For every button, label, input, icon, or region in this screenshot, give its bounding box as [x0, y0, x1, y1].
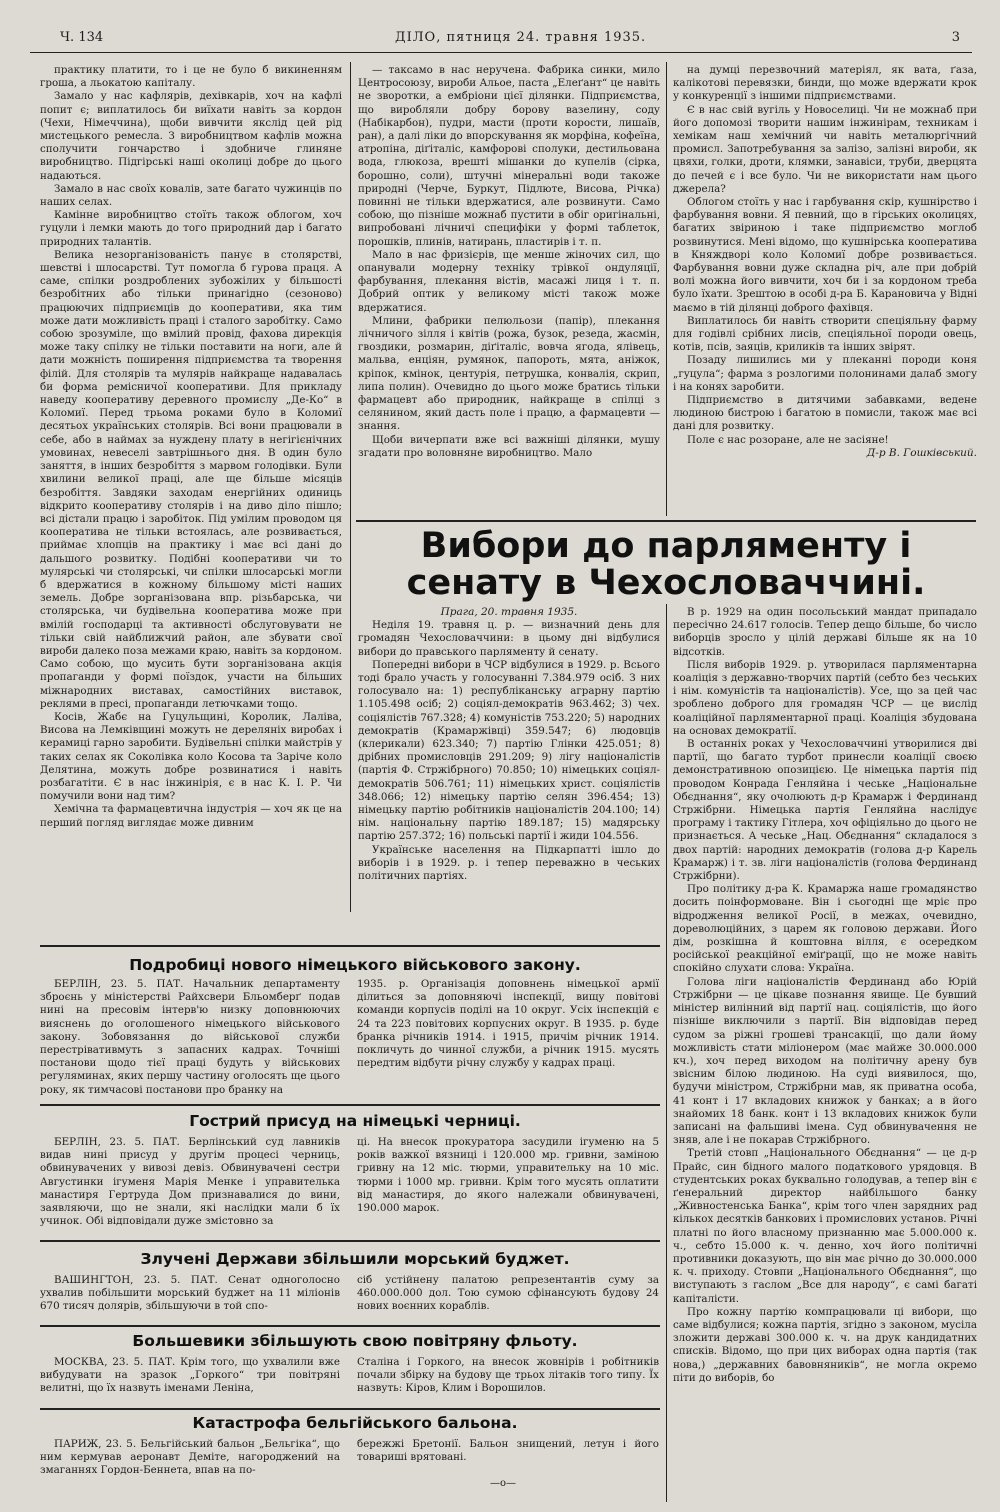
paragraph: Попередні вибори в ЧСР відбулися в 1929. р. Всього тоді брало участь у голосуванні 7.384.979 осіб. З них голосувало на: 1) республіканську аграрну партію 1.105.498 осіб; 2) соціял-демократів 963.462; 3) чех. соціялістів 767.328; 4) комуністів 753.220; 5) народних демократів (Крамаржівці) 359.547; 6) людовців (клерикали) 623.340; 7) партію Глінки 425.051; 8) дрібних промисловців 291.209; 9) лігу націоналістів (партія Ф. Стржібрного) 70.850; 10) німецьких соціял-демократів 506.761; 11) німецьких христ. соціялістів 348.066; 12) німецьку партію селян 396.454; 13) німецьку партію робітників націоналістів 204.100; 14) нім. національну партію 189.187; 15) мадярську партію 257.372; 16) польські партії і жиди 104.556. [358, 658, 660, 843]
section-rule [356, 520, 976, 522]
paragraph: Замало в нас своїх ковалів, зате багато чужинців по наших селах. [40, 182, 342, 209]
paragraph: БЕРЛІН, 23. 5. ПАТ. Берлінський суд лавників видав нині присуд у другім процесі черниць, обвинувачених у вивозі девіз. Обвинувачені сестри Августинки ігуменя Марія Менке і управителька манастиря Гертруда Дом признавалися до вини, заявляючи, що не знали, які наслідки мали б їх учинок. Обі відповідали дуже змістовно за [40, 1136, 340, 1228]
article-text [357, 1136, 659, 1232]
main-article-column-b [673, 606, 977, 1502]
paragraph: Облогом стоїть у нас і гарбування скір, кушнірство і фарбування вовни. Я певний, що в гірських околицях, багатих звіриною і таке підприємство моглоб розвинутися. Мені відомо, що кушнірська кооператива в Княждворі коло Коломиї добре розвивається. Фарбування вовни дуже складна річ, але при добрій волі можна його вивчити, хоч би і за кордоном треба було їхати. Зрештою в особі д-ра Б. Карановича у Відні маємо в тій ділянці доброго фахівця. [673, 196, 977, 314]
paragraph: Сталіна і Горкого, на внесок жовнірів і робітників почали збірку на будову ще трьох літаків того типу. Їх назвуть: Кіров, Клим і Ворошилов. [357, 1356, 659, 1395]
article-text [40, 978, 340, 1096]
dateline: Прага, 20. травня 1935. [440, 606, 578, 618]
paragraph: Голова ліги націоналістів Фердинанд або Юрій Стржібрни — це цікаве познання явище. Це бувший міністер вилінний від партії нац. соціялістів, що його пізніше виключили з партії. Він відповідав перед судом за ріжні грошеві трансакції, що дали йому можливість стати міліонером (має майже 30.000.000 кч.), хоч перед виходом на політичну арену був звісним білою людиною. На суді виявилося, що, будучи міністром, Стржібрни мав, як приватна особа, 41 конт і 17 вкладових книжок у банках; а в його знайомих 18 банк. конт і 13 вкладових книжок були записані на фальшиві імена. Суд обвинувачення не зняв, але і не покарав Стржібрного. [673, 975, 977, 1147]
column-3 [673, 64, 977, 516]
paragraph: Українське населення на Підкарпатті ішло до виборів і в 1929. р. і тепер переважно в чеських політичних партіях. [358, 843, 660, 883]
paragraph: — таксамо в нас неручена. Фабрика синки, мило Центросоюзу, вироби Альое, паста „Елеґант“ це навіть не зворотки, а ембріони цієї ділянки. Підприємства, що виробляли добру борову вазелину, соду (Набікарбон), пудри, масти (проти корости, лишаїв, ран), а далі ліки до впорскування як морфіна, кофеїна, атропіна, діґіталіс, камфорові сполуки, дестильована вода, глюкоза, врешті мішанки до купелів (сірка, борошно, соли), штучні мінеральні води такоже природні (Черче, Буркут, Підлюте, Висова, Річка) повинні не тільки вдержатися, але розвинути. Само собою, що пізніше можнаб пустити в обіг оригінальні, випробовані лічничі специфіки у формі таблеток, порошків, плинів, натирань, пластирів і т. п. [358, 64, 660, 248]
paragraph: Замало у нас кафлярів, дехівкарів, хоч на кафлі попит є; виплатилось би виїхати навіть за кордон (Чехи, Німеччина), щоби вивчити якслід цей рід мистецького ремесла. З виробництвом кафлів можна сполучити гончарство і здобниче глиняне виробництво. Підгірські наші околиці добре до цього надаються. [40, 90, 342, 182]
page-number: 3 [951, 30, 960, 45]
column-1 [40, 64, 342, 908]
paragraph: 1935. р. Організація доповнень німецької армії ділиться за доповняючі інспекції, вищу повітові команди корпусів поділі на 10 округ. Усіх інспекцій є 24 та 223 повітових корпусних округ. В 1935. р. буде бранка річників 1914. і 1915, причім річник 1914. покличуть до чинної служби, а річник 1915. мусять передтим відбути річну службу у кадрах праці. [357, 978, 659, 1070]
paragraph: ці. На внесок прокуратора засудили ігуменю на 5 років важкої вязниці і 120.000 мр. гривни, заміною гривну на 12 міс. тюрми, управительку на 10 міс. тюрми і 1000 мр. гривни. Крім того мусять оплатити від манастиря, до якого належали обвинувачені, 190.000 марок. [357, 1136, 659, 1215]
paragraph: Після виборів 1929. р. утворилася парляментарна коаліція з державно-творчих партій (себто без чеських і нім. комуністів та націоналістів). Усе, що за цей час зроблено доброго для громадян ЧСР — це вислід коаліційної парляментарної праці. Коаліція збудована на основах демократії. [673, 658, 977, 737]
paragraph: бережжі Бретонії. Бальон знищений, летун і його товариші врятовані. [357, 1438, 659, 1464]
article-text [40, 1136, 340, 1232]
paragraph: на думці перезвочний матеріял, як вата, ґаза, калікотові перевязки, бинди, що може вдержати крок у конкуренції з іншими підприємствами. [673, 64, 977, 103]
paragraph: Камінне виробництво стоїть також облогом, хоч гуцули і лемки мають до того природний дар і багато природних талантів. [40, 209, 342, 248]
article-text [40, 1438, 340, 1486]
paragraph: сіб устійнену палатою репрезентантів суму за 460.000.000 дол. Тою сумою сфінансують будову 24 нових воєнних кораблів. [357, 1274, 659, 1313]
section-rule [40, 1325, 660, 1327]
section-rule [40, 945, 660, 947]
main-article-column-a [358, 606, 660, 918]
article-text [357, 978, 659, 1096]
paragraph: Косів, Жабє на Гуцульщині, Королик, Лаліва, Висова на Лемківщині можуть не дереляніх виробах і керамиці гарно заробити. Будівельні спілки майстрів у таких селах як Соколівка коло Косова та Заріче коло Делятина, можуть добре розвинатися і навіть розбагатіти. Є в нас інжинірія, є в нас К. І. Р. Чи помучили вони над тим? [40, 710, 342, 803]
article-headline: Гострий присуд на німецькі черниці. [189, 1112, 521, 1130]
column-divider [666, 62, 667, 516]
article-text [40, 1356, 340, 1404]
paragraph: Є в нас свій вугіль у Новоселиці. Чи не можнаб при його допомозі творити нашим інжинірам, техникам і хемікам наш хемічний чи навіть металюргічний промисл. Запотребування за залізо, залізні вироби, як цвяхи, голки, дроти, клямки, занавіси, труби, дверцята до печей є і все було. Чи не використати нам цього джерела? [673, 103, 977, 195]
issue-number: Ч. 134 [60, 30, 104, 45]
header-rule [30, 52, 972, 53]
main-headline: Вибори до парляменту і сенату в Чехословаччині. [406, 526, 926, 603]
paragraph: ПАРИЖ, 23. 5. Бельгійський бальон „Бельгіка“, що ним кермував аеронавт Деміте, нагороджений на змаганнях Гордон-Беннета, впав на по- [40, 1438, 340, 1477]
page-header [60, 30, 960, 52]
paragraph: Третій стовп „Національного Обєднання“ — це д-р Прайс, син бідного малого податкового урядовця. В студентських роках буквально голодував, а тепер він є ґенеральний директор найбільшого банку „Живностенська Банка“, крім того член зарядних рад кількох десятків банкових і промислових установ. Річні платні по його власному признанню має 5.000.000 к. ч., себто 15.000 к. ч. денно, хоч його політичні противники доказують, що він має річно до 30.000.000 к. ч. приходу. Стовпи „Національного Обєднання“, що виступають з гаслом „Все для народу“, є самі багаті капіталісти. [673, 1147, 977, 1305]
article-headline: Злучені Держави збільшили морський буджет. [140, 1250, 570, 1268]
paragraph: ВАШИНГТОН, 23. 5. ПАТ. Сенат одноголосно ухвалив побільшити морський буджет на 11 міліонів 670 тисяч долярів, збільшуючи в той спо- [40, 1274, 340, 1313]
column-divider [350, 62, 351, 912]
article-text [357, 1356, 659, 1404]
paragraph: В р. 1929 на один посольський мандат припадало пересічно 24.617 голосів. Тепер дещо більше, бо число виборців зросло у цілій державі більше як на 10 відсотків. [673, 606, 977, 658]
article-headline: Подробиці нового німецького військового закону. [129, 956, 581, 974]
section-rule [40, 1408, 660, 1410]
author-signature: Д-р В. Гошківський. [866, 446, 977, 459]
article-text [357, 1438, 659, 1472]
end-mark: —о— [490, 1478, 517, 1489]
paragraph: практику платити, то і це не було б викиненням гроша, а льокатою капіталу. [40, 64, 342, 90]
paragraph: Про політику д-ра К. Крамаржа наше громадянство досить поінформоване. Він і сьогодні ще мріє про відродження великої Росії, в межах, очевидно, дореволюційних, з царем як головою держави. Його дім, розкішна й коштовна вілля, є осередком російської реакційної еміґрації, що не може навіть спокійно слухати слова: Україна. [673, 883, 977, 975]
paragraph: БЕРЛІН, 23. 5. ПАТ. Начальник департаменту зброєнь у міністерстві Райхсвери Бльомберґ подав нині на пресовім інтерв'ю низку доповнюючих вияснень до оголошеного німецького військового закону. Зобовязання до військової служби перестрівативмуть з запасних кадрах. Точніші постанови щодо тієї праці будуть у військових регуляминах, яких першу частину оголосять ще цього року, як тимчасові постанови про бранку на [40, 978, 340, 1096]
paper-title-date: ДІЛО, пятниця 24. травня 1935. [395, 30, 647, 45]
paragraph: Про кожну партію компрацювали ці вибори, що саме відбулися; кожна партія, згідно з законом, мусіла зложити державі 300.000 к. ч. на друк кандидатних списків. Відомо, що при цих виборах одна партія (так нова,) „державних бавовняників“, не могла окремо піти до виборів, бо [673, 1305, 977, 1384]
paragraph: Млини, фабрики пелюльози (папір), плекання лічничого зілля і квітів (рожа, бузок, резеда, жасмін, гвоздики, розмарин, діґіталіс, вовча ягода, ялівець, мальва, енціян, румянок, папороть, мята, аніжок, кріпок, кмінок, центурія, петрушка, конвалія, скрип, липа полин). Очевидно до цього може братись тільки фармацевт або природник, найкраще в спілці з селянином, який дасть поле і працю, а фармацевти — знання. [358, 314, 660, 433]
article-headline: Большевики збільшують свою повітряну фльоту. [132, 1332, 578, 1350]
paragraph: Позаду лишились ми у плеканні породи коня „гуцула“; фарма з розлогими полонинами далаб змогу і на конях заробити. [673, 354, 977, 393]
paragraph: Щоби вичерпати вже всі важніші ділянки, мушу згадати про воловняне виробництво. Мало [358, 433, 660, 459]
paragraph: МОСКВА, 23. 5. ПАТ. Крім того, що ухвалили вже вибудувати на зразок „Горкого“ три повітряні велитні, що їх назвуть іменами Леніна, [40, 1356, 340, 1395]
section-rule [40, 1104, 660, 1106]
paragraph: Неділя 19. травня ц. р. — визначний день для громадян Чехословаччини: в цьому дні відбулися вибори до правського парляменту й сенату. [358, 619, 660, 658]
paragraph: Поле є нас розоране, але не засіяне! [687, 433, 889, 446]
article-text [40, 1274, 340, 1322]
article-headline: Катастрофа бельгійського бальона. [192, 1414, 518, 1432]
paragraph: Підприємство в дитячими забавками, ведене людиною бистрою і багатою в помисли, також має всі дані для розвитку. [673, 394, 977, 433]
column-2 [358, 64, 660, 516]
article-text [357, 1274, 659, 1322]
paragraph: В останніх роках у Чехословаччині утворилися дві партії, що багато турбот принесли коаліції своєю демонстративною опозицією. Це німецька партія під проводом Конрада Генляйна і чеське „Національне Обєднання“, яку очолюють д-р Крамарж і Фердинанд Стржібрни. Німецька партія Генляйна наслідує програму і тактику Гітлера, хоч офіціяльно до цього не признається. А чеське „Нац. Обєднання“ складалося з двох партій: народних демократів (голова д-р Карель Крамарж) і т. зв. ліги націоналістів (голова Фердинанд Стржібрни). [673, 738, 977, 883]
paragraph: Велика незорганізованість панує в столярстві, шевстві і шлосарстві. Тут помогла б гурова праця. А саме, спілки роздроблених зубожілих у більшості безробітних або тільки принагідно (сезоново) працюючих підприємців до кооперативи, яка тим може дати можливість праці і сталого заробітку. Само собою зрозуміле, що вмілий провід, фахова дирекція може таку спілку не тільки поставити на ноги, але й дати можність поширення підприємства та творення філій. Для столярів та мулярів найкраще надавалась би форма ремісничої кооперативи. Для прикладу наведу кооперативу деревного промислу „Де-Ко“ в Коломиї. Перед трьома роками було в Коломиї десятьох українських столярів. Всі вони працювали в себе, або в наймах за нуждену плату в негігієнічних умовинах, невеселі завтрішнього дня. В один було заняття, в інших безробіття з марвом голодівки. Були хвилини великої праці, але ще більше місяців безробіття. Завдяки заходам енергійних одиниць відкрито кооперативу столярів і на диво діло пішло; всі дістали працю і заробіток. Під умілим проводом ця кооператива не тільки встоялась, але розвивається, приймає хлопців на практику і має всі дані до дальшого розвитку. Подібні кооперативи чи то мулярські чи столярські, чи спілки шлосарські могли б вдержатися в кожному більшому місті наших земель. Добре зорганізована впр. різьбарська, чи столярська, чи будівельна кооператива може при вмілій господарці та активності обслуговувати не тільки свій найближчий район, але збувати свої вироби далеко поза межами краю, навіть за кордоном. Само собою, що мусить бути зорганізована акція пропаганди у формі поїздок, участи на більших міжнародних виставах, самостійних виставок, реклями в пресі, пропаганди летючками тощо. [40, 248, 342, 710]
column-divider [666, 604, 667, 1502]
paragraph: Виплатилось би навіть створити спеціяльну фарму для годівлі срібних лисів, спеціяльної породи овець, котів, псів, заяців, криликів та інших звірят. [673, 314, 977, 354]
paragraph: Мало в нас фризієрів, ще менше жіночих сил, що опанували модерну техніку трівкої ондуляції, фарбування, плекання вістів, масажі лиця і т. п. Добрий оптик у великому місті також може вдержатися. [358, 248, 660, 314]
section-rule [40, 1240, 660, 1242]
paragraph: Хемічна та фармацевтична індустрія — хоч як це на перший погляд виглядає може дивним [40, 803, 342, 829]
